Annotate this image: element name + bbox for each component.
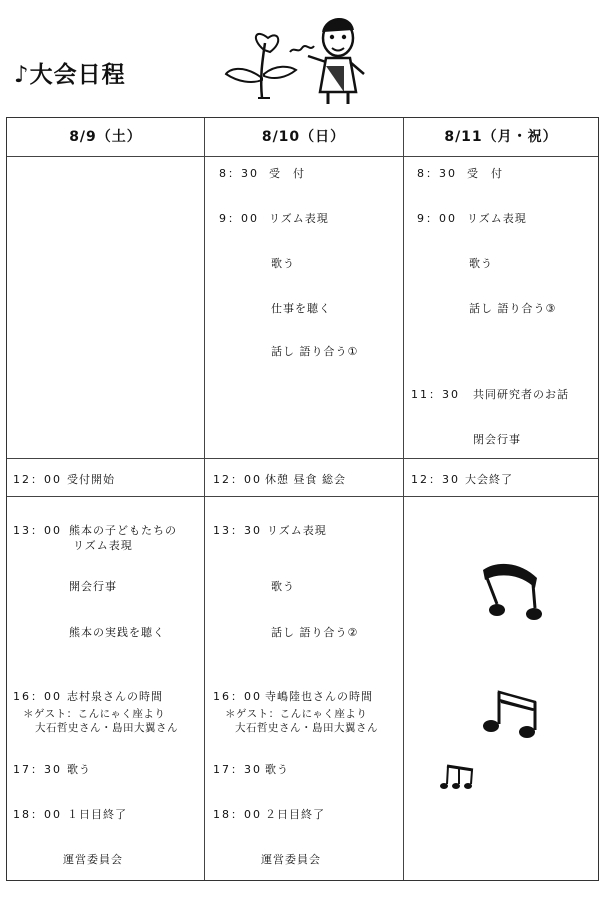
event-label: リズム表現 — [267, 524, 327, 537]
event-label: 閉会行事 — [473, 433, 521, 446]
schedule-table — [6, 117, 599, 881]
child-drawing-illustration — [220, 8, 370, 108]
guest-note: ＊ゲスト：こんにゃく座より — [23, 708, 166, 720]
event-label: 運営委員会 — [63, 853, 123, 866]
event-label: 話し 語り合う② — [271, 626, 359, 639]
column-header-day3: 8/11（月・祝） — [444, 129, 558, 145]
music-note-icon — [477, 684, 547, 744]
event-label: ２日目終了 — [265, 808, 325, 821]
time-label: 13：30 — [213, 524, 262, 537]
guest-note: ＊ゲスト：こんにゃく座より — [225, 708, 368, 720]
event-label: 受 付 — [467, 167, 503, 180]
event-label: 大会終了 — [465, 473, 513, 486]
event-label: 受付開始 — [67, 473, 115, 486]
event-label: リズム表現 — [269, 212, 329, 225]
event-label: 歌う — [67, 763, 91, 776]
event-label: 熊本の子どもたちの — [69, 524, 177, 537]
time-label: 8：30 — [417, 167, 457, 180]
event-label: 歌う — [271, 580, 295, 593]
guest-names: 大石哲史さん・島田大翼さん — [235, 722, 378, 734]
event-label: 熊本の実践を聴く — [69, 626, 165, 639]
event-label: リズム表現 — [467, 212, 527, 225]
row-divider — [7, 496, 598, 497]
column-divider — [204, 118, 205, 880]
event-label: 受 付 — [269, 167, 305, 180]
event-label: １日目終了 — [67, 808, 127, 821]
event-label: 開会行事 — [69, 580, 117, 593]
column-header-day1: 8/9（土） — [69, 129, 142, 145]
page-title: ♪大会日程 — [14, 62, 126, 88]
event-label: 歌う — [469, 257, 493, 270]
time-label: 17：30 — [213, 763, 262, 776]
event-label: 歌う — [271, 257, 295, 270]
time-label: 18：00 — [13, 808, 62, 821]
time-label: 12：30 — [411, 473, 460, 486]
event-label: 運営委員会 — [261, 853, 321, 866]
event-label: 休憩 昼食 総会 — [265, 473, 346, 486]
time-label: 12：00 — [213, 473, 262, 486]
time-label: 16：00 — [213, 690, 262, 703]
guest-names: 大石哲史さん・島田大翼さん — [35, 722, 178, 734]
event-label: 歌う — [265, 763, 289, 776]
column-divider — [403, 118, 404, 880]
event-label: 話し 語り合う① — [271, 345, 359, 358]
column-header-day2: 8/10（日） — [261, 129, 346, 145]
event-label: 話し 語り合う③ — [469, 302, 557, 315]
header-divider — [7, 156, 598, 157]
time-label: 16：00 — [13, 690, 62, 703]
time-label: 8：30 — [219, 167, 259, 180]
event-label: 寺嶋陸也さんの時間 — [265, 690, 373, 703]
music-note-icon — [439, 762, 479, 792]
event-label: 共同研究者のお話 — [473, 388, 569, 401]
event-label: 志村泉さんの時間 — [67, 690, 163, 703]
event-label: 仕事を聴く — [271, 302, 331, 315]
time-label: 9：00 — [219, 212, 259, 225]
time-label: 11：30 — [411, 388, 460, 401]
time-label: 18：00 — [213, 808, 262, 821]
time-label: 17：30 — [13, 763, 62, 776]
event-label: リズム表現 — [73, 539, 133, 552]
time-label: 12：00 — [13, 473, 62, 486]
row-divider — [7, 458, 598, 459]
time-label: 13：00 — [13, 524, 62, 537]
music-note-icon — [477, 558, 547, 622]
time-label: 9：00 — [417, 212, 457, 225]
